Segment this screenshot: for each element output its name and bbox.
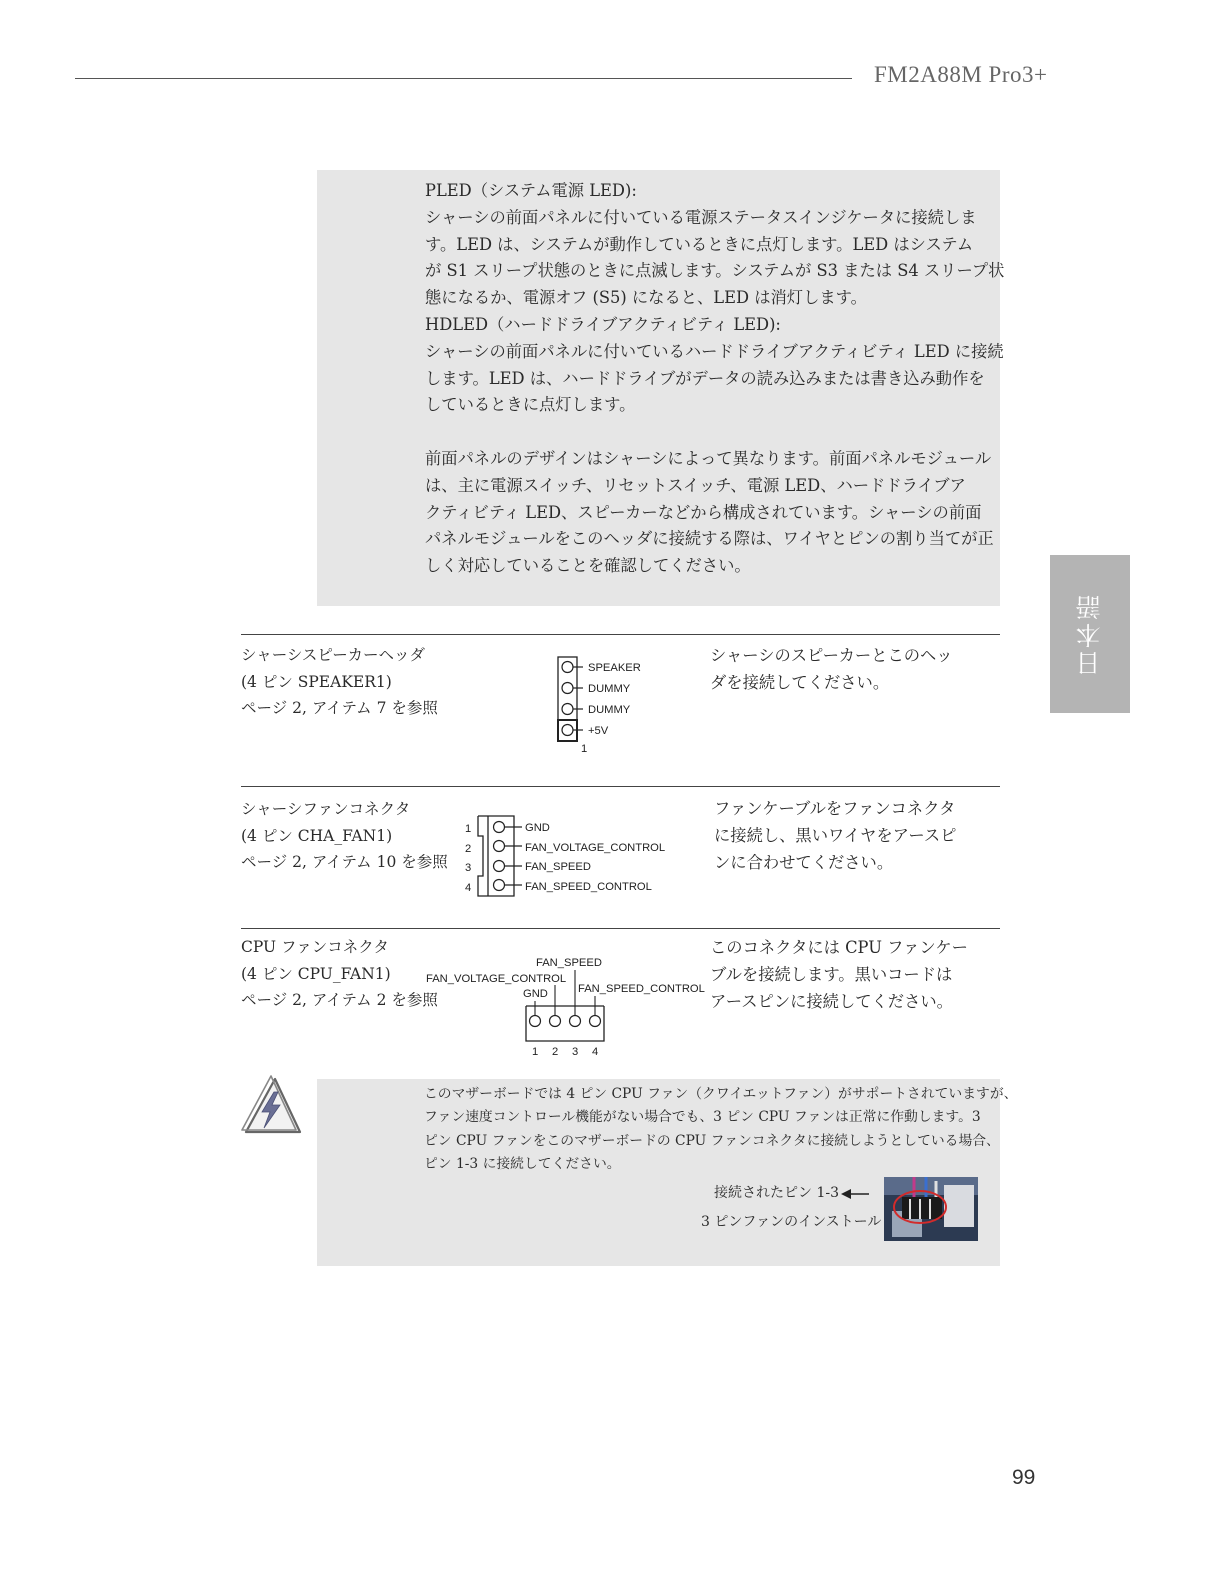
speaker-desc-line: ダを接続してください。 <box>710 673 890 692</box>
intro-line: シャーシの前面パネルに付いている電源ステータスインジケータに接続しま <box>425 207 977 227</box>
cha-fan-label-block <box>241 796 448 876</box>
connected-pins-caption: 接続されたピン 1-3 <box>714 1185 839 1201</box>
cpu-fan-label-gnd: GND <box>523 988 548 1000</box>
caution-lightning-icon <box>240 1074 306 1136</box>
cha-fan-pin-1 <box>494 822 523 833</box>
header-rule <box>75 78 852 79</box>
speaker-pin1-number: 1 <box>581 743 588 755</box>
intro-line: しているときに点灯します。 <box>425 395 636 415</box>
cha-fan-pin-number: 2 <box>465 843 472 855</box>
speaker-pins: (4 ピン SPEAKER1) <box>241 672 392 691</box>
section-divider <box>241 928 1000 929</box>
fan-install-photo <box>884 1177 978 1241</box>
cpu-fan-desc-line: このコネクタには CPU ファンケー <box>710 938 968 957</box>
cpu-fan-pin-number: 2 <box>552 1046 559 1058</box>
speaker-pin-1 <box>562 662 583 673</box>
speaker-description <box>710 642 953 696</box>
speaker-desc-line: シャーシのスピーカーとこのヘッ <box>710 646 953 665</box>
speaker-pin-label: DUMMY <box>588 683 631 695</box>
speaker-title: シャーシスピーカーヘッダ <box>241 646 425 664</box>
language-tab <box>1050 555 1130 713</box>
speaker-pin-4 <box>562 725 583 736</box>
cpu-fan-diagram <box>422 952 714 1062</box>
speaker-header-outline <box>558 657 577 741</box>
cpu-fan-ref: ページ 2, アイテム 2 を参照 <box>241 991 438 1009</box>
speaker-ref: ページ 2, アイテム 7 を参照 <box>241 699 438 717</box>
cpu-fan-pin-3 <box>570 1016 581 1027</box>
cpu-fan-desc-line: アースピンに接続してください。 <box>710 992 953 1011</box>
caution-line: このマザーボードでは 4 ピン CPU ファン（クワイエットファン）がサポートされていますが、 <box>424 1086 1018 1102</box>
cpu-fan-label-fan-voltage: FAN_VOLTAGE_CONTROL <box>426 973 567 985</box>
cha-fan-pin-number: 4 <box>465 882 472 894</box>
cpu-fan-pin-number: 1 <box>532 1046 539 1058</box>
cpu-fan-pin-number: 4 <box>592 1046 599 1058</box>
cha-fan-pins: (4 ピン CHA_FAN1) <box>241 826 393 845</box>
intro-line: パネルモジュールをこのヘッダに接続する際は、ワイヤとピンの割り当てが正 <box>425 529 994 549</box>
caution-line: ピン CPU ファンをこのマザーボードの CPU ファンコネクタに接続しようとしている場合、 <box>424 1132 1000 1149</box>
intro-line: が S1 スリープ状態のときに点滅します。システムが S3 または S4 スリープ状 <box>425 261 1005 281</box>
cha-fan-pin-number: 3 <box>465 862 472 874</box>
caution-note-box <box>317 1079 1018 1266</box>
intro-line: 前面パネルのデザインはシャーシによって異なります。前面パネルモジュール <box>425 448 992 468</box>
cha-fan-diagram <box>460 814 680 900</box>
speaker-pin-label: SPEAKER <box>588 662 641 674</box>
cha-fan-pin-label: GND <box>525 822 550 834</box>
cpu-fan-pin-1 <box>530 1016 541 1027</box>
cpu-fan-label-fan-speed: FAN_SPEED <box>536 957 602 969</box>
cha-fan-title: シャーシファンコネクタ <box>241 800 411 818</box>
cpu-fan-title: CPU ファンコネクタ <box>241 938 389 956</box>
cpu-fan-desc-line: ブルを接続します。黒いコードは <box>710 965 953 984</box>
arrow-left-icon <box>841 1187 871 1201</box>
caution-line: ファン速度コントロール機能がない場合でも、3 ピン CPU ファンは正常に作動します。3 <box>424 1109 981 1126</box>
cha-fan-desc-line: ンに合わせてください。 <box>714 853 894 872</box>
fan-install-caption: 3 ピンファンのインストール <box>701 1214 882 1230</box>
intro-line: しく対応していることを確認してください。 <box>425 556 751 576</box>
cha-fan-description <box>714 795 956 876</box>
intro-line: 態になるか、電源オフ (S5) になると、LED は消灯します。 <box>425 288 867 308</box>
intro-line: す。LED は、システムが動作しているときに点灯します。LED はシステム <box>425 234 974 254</box>
speaker-pin-3 <box>562 704 583 715</box>
intro-line: クティビティ LED、スピーカーなどから構成されています。シャーシの前面 <box>425 502 982 522</box>
speaker-pin-2 <box>562 683 583 694</box>
cha-fan-desc-line: ファンケーブルをファンコネクタ <box>714 799 956 818</box>
cpu-fan-pin-number: 3 <box>572 1046 579 1058</box>
speaker-pin-label: +5V <box>588 725 609 737</box>
language-tab-label: 日本語 <box>1075 592 1104 676</box>
cpu-fan-label-fan-speed-control: FAN_SPEED_CONTROL <box>578 983 705 995</box>
model-name: FM2A88M Pro3+ <box>874 62 1048 87</box>
cha-fan-pin-2 <box>494 841 523 852</box>
section-divider <box>241 634 1000 635</box>
cha-fan-connector-outline <box>478 816 514 896</box>
cpu-fan-pin-4 <box>590 1016 601 1027</box>
cpu-fan-pin-2 <box>550 1016 561 1027</box>
intro-line: は、主に電源スイッチ、リセットスイッチ、電源 LED、ハードドライブア <box>425 475 966 495</box>
cha-fan-ref: ページ 2, アイテム 10 を参照 <box>241 853 448 871</box>
cpu-fan-description <box>710 934 968 1015</box>
cha-fan-pin-label: FAN_VOLTAGE_CONTROL <box>525 842 666 854</box>
page-number: 99 <box>1012 1466 1036 1489</box>
intro-line: します。LED は、ハードドライブがデータの読み込みまたは書き込み動作を <box>425 368 985 388</box>
cha-fan-pin-4 <box>494 880 523 891</box>
intro-line: シャーシの前面パネルに付いているハードドライブアクティビティ LED に接続 <box>425 341 1004 361</box>
speaker-label-block <box>241 642 438 722</box>
speaker-header-diagram <box>555 655 665 757</box>
cpu-fan-label-block <box>241 934 438 1014</box>
intro-line: PLED（システム電源 LED): <box>425 181 637 200</box>
cha-fan-desc-line: に接続し、黒いワイヤをアースピ <box>714 826 957 845</box>
section-divider <box>241 786 1000 787</box>
cha-fan-pin-number: 1 <box>465 823 472 835</box>
speaker-pin-label: DUMMY <box>588 704 631 716</box>
caution-line: ピン 1-3 に接続してください。 <box>424 1156 621 1173</box>
cha-fan-pin-label: FAN_SPEED <box>525 861 591 873</box>
cha-fan-pin-3 <box>494 861 523 872</box>
intro-line: HDLED（ハードドライブアクティビティ LED): <box>425 314 781 334</box>
cha-fan-pin-label: FAN_SPEED_CONTROL <box>525 881 652 893</box>
pled-hdled-note-box <box>317 170 1005 606</box>
cpu-fan-pins: (4 ピン CPU_FAN1) <box>241 964 391 983</box>
